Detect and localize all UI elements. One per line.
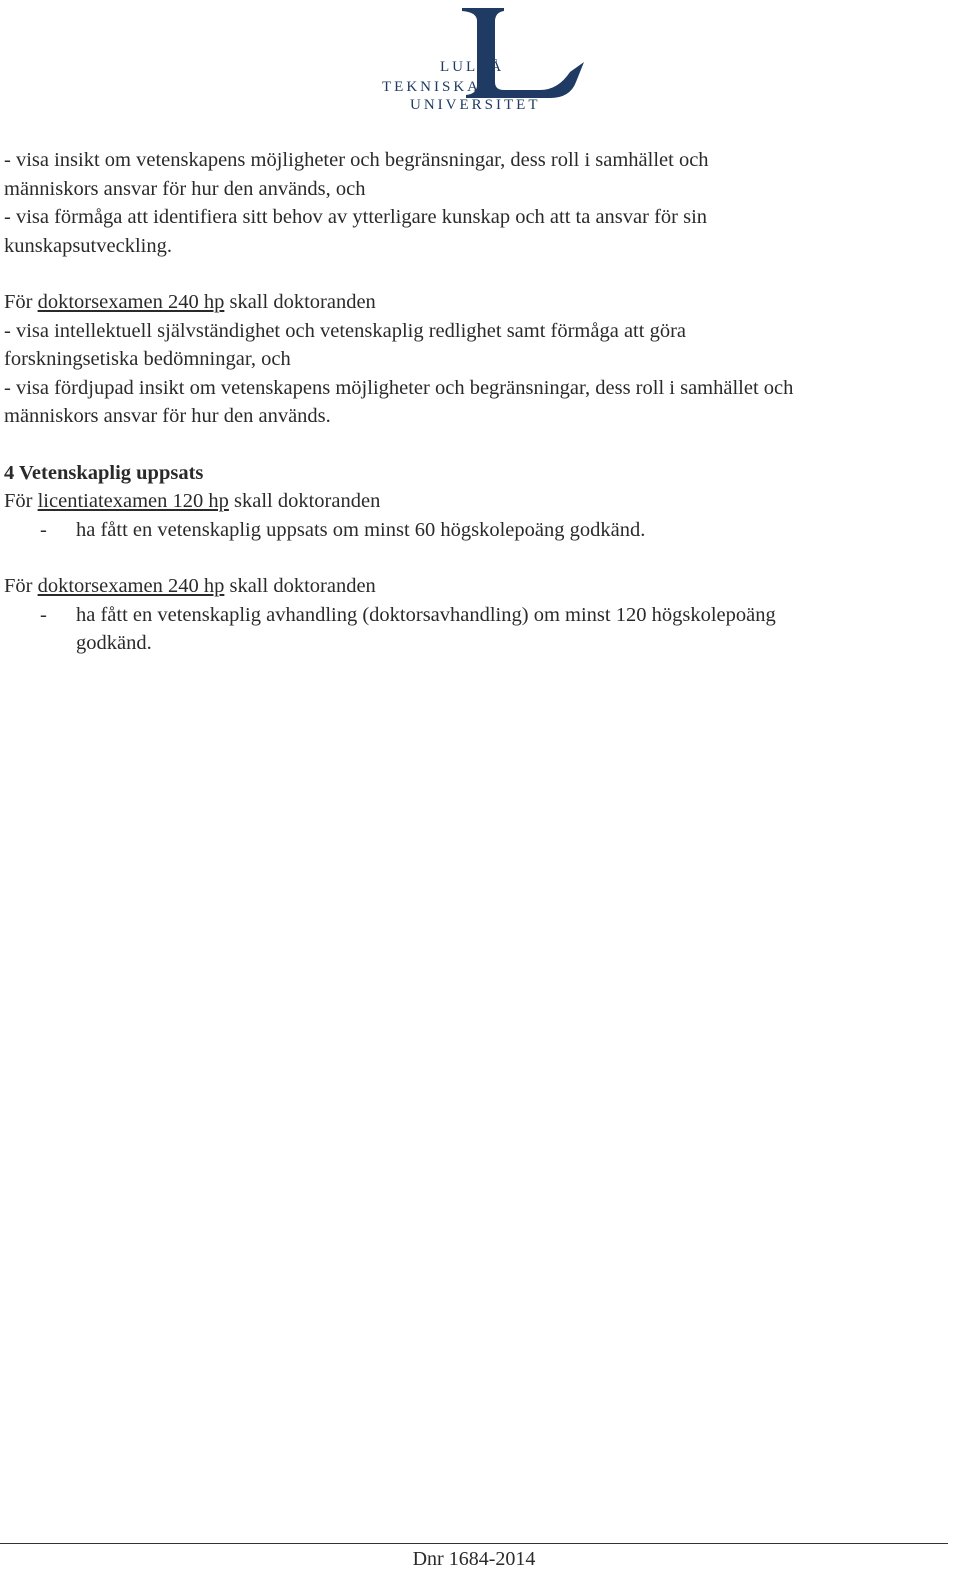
paragraph-gap — [4, 431, 954, 459]
text-line: forskningsetiska bedömningar, och — [4, 348, 291, 370]
text-line: - visa fördjupad insikt om vetenskapens möjligheter och begränsningar, dess roll i samhället och — [4, 376, 794, 399]
text-line: kunskapsutveckling. — [4, 234, 172, 257]
text-suffix: skall doktoranden — [228, 490, 381, 512]
licentiat-intro-line — [4, 487, 954, 516]
text-suffix: skall doktoranden — [224, 291, 376, 313]
logo-text-lulea: LULEÅ — [440, 59, 505, 75]
bullet-text-line: godkänd. — [76, 632, 152, 654]
text-line: - visa intellektuell självständighet och vetenskaplig redlighet samt förmåga att göra — [4, 319, 686, 342]
licentiatexamen-link[interactable]: licentiatexamen 120 hp — [37, 490, 229, 512]
bullet-dash: - — [40, 518, 47, 541]
bullet-text: ha fått en vetenskaplig uppsats om minst 60 högskolepoäng godkänd. — [76, 518, 646, 541]
text-prefix: För — [4, 291, 38, 313]
text-prefix: För — [4, 575, 38, 597]
footer-divider — [0, 1543, 948, 1544]
text-line: - visa insikt om vetenskapens möjligheter och begränsningar, dess roll i samhället och — [4, 149, 709, 171]
list-item — [4, 601, 954, 658]
footer-dnr: Dnr 1684-2014 — [412, 1548, 536, 1570]
doktorsexamen-link[interactable]: doktorsexamen 240 hp — [37, 291, 225, 313]
paragraph-gap — [4, 260, 954, 288]
document-body — [4, 146, 954, 658]
doktor-intro-line — [4, 288, 954, 317]
paragraph-gap — [4, 544, 954, 572]
logo-text-tekniska: TEKNISKA — [382, 79, 481, 95]
list-item — [4, 516, 954, 545]
university-logo — [380, 6, 590, 112]
text-line: - visa förmåga att identifiera sitt behov av ytterligare kunskap och att ta ansvar för sin — [4, 206, 708, 228]
logo-text-universitet: UNIVERSITET — [410, 97, 541, 113]
bullet-text — [76, 601, 946, 658]
text-suffix: skall doktoranden — [224, 575, 376, 597]
section-heading: 4 Vetenskaplig uppsats — [4, 461, 204, 484]
bullet-dash: - — [40, 603, 47, 626]
doktorsexamen-link-2[interactable]: doktorsexamen 240 hp — [37, 575, 225, 597]
bullet-text-line: ha fått en vetenskaplig avhandling (doktorsavhandling) om minst 120 högskolepoäng — [76, 603, 776, 626]
text-prefix: För — [4, 490, 38, 512]
text-line: människors ansvar för hur den används. — [4, 405, 331, 427]
text-line: människors ansvar för hur den används, och — [4, 177, 366, 200]
doktor-intro-line-2 — [4, 572, 954, 601]
